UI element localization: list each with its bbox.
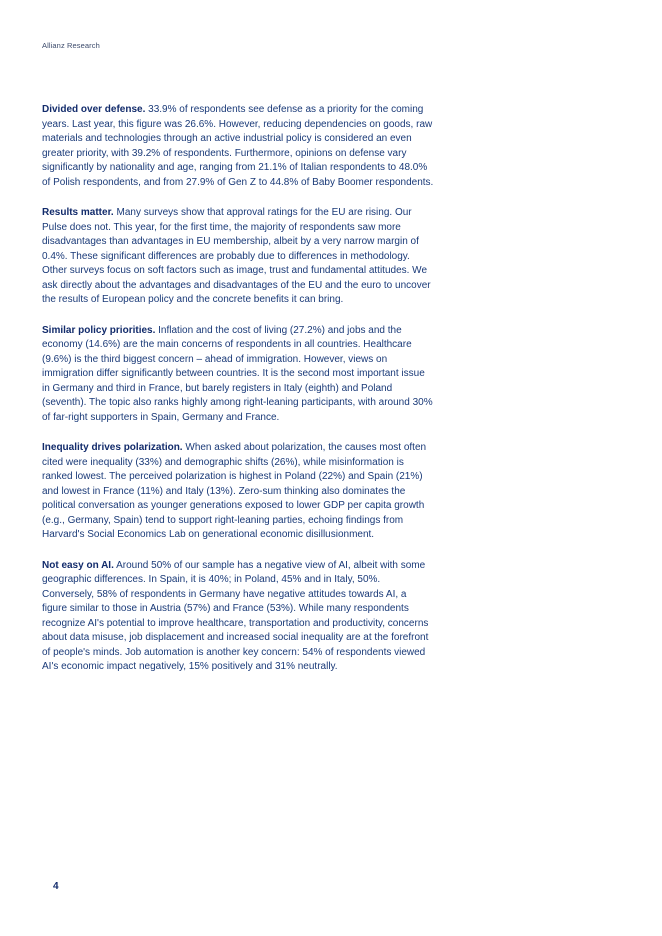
paragraph-results (42, 206, 434, 308)
paragraph-lead: Not easy on AI. (42, 559, 114, 571)
paragraph-lead: Similar policy priorities. (42, 324, 156, 336)
paragraph-text: When asked about polarization, the causes most often cited were inequality (33%) and demographic shifts (26%), while misinformation is ranked lowest. The perceived polarization is highest in Poland (22%) and Spain (21%) and lowest in France (11%) and Italy (13%). Zero-sum thinking also dominates the political conversation as younger generations exposed to lower GDP per capita growth (e.g., Germany, Spain) tend to support right-leaning parties, echoing findings from Harvard's Social Economics Lab on generational economic disillusionment. (42, 442, 427, 540)
paragraph-policy (42, 324, 434, 426)
paragraph-defense (42, 103, 434, 190)
paragraph-ai (42, 559, 434, 675)
paragraph-inequality (42, 441, 434, 543)
paragraph-text: 33.9% of respondents see defense as a priority for the coming years. Last year, this figure was 26.6%. However, reducing dependencies on goods, raw materials and technologies through an active industrial policy is considered an even greater priority, with 39.2% of respondents. Furthermore, opinions on defense vary significantly by nationality and age, ranging from 21.1% of Italian respondents to 48.0% of Polish respondents, and from 27.9% of Gen Z to 44.8% of Baby Boomer respondents. (42, 104, 434, 188)
paragraph-text: Around 50% of our sample has a negative view of AI, albeit with some geographic differences. In Spain, it is 40%; in Poland, 45% and in Italy, 50%. Conversely, 58% of respondents in Germany have negative attitudes towards AI, a figure similar to those in Austria (57%) and France (53%). While many respondents recognize AI's potential to improve healthcare, transportation and productivity, concerns about data misuse, job displacement and increased social inequality are at the forefront of people's minds. Job automation is another key concern: 54% of respondents viewed AI's economic impact negatively, 15% positively and 31% neutrally. (42, 559, 429, 672)
page-number: 4 (53, 881, 59, 892)
article-body (42, 103, 434, 691)
paragraph-lead: Inequality drives polarization. (42, 442, 183, 453)
paragraph-lead: Divided over defense. (42, 104, 146, 115)
paragraph-lead: Results matter. (42, 207, 114, 218)
paragraph-text: Inflation and the cost of living (27.2%) and jobs and the economy (14.6%) are the main concerns of respondents in all countries. Healthcare (9.6%) is the third biggest concern – ahead of immigration. However, views on immigration differ significantly between countries. It is the second most important issue in Germany and third in France, but barely registers in Italy (eighth) and Poland (seventh). The topic also ranks highly among right-leaning participants, with around 30% of far-right supporters in Spain, Germany and France. (42, 324, 433, 423)
header-org-name: Allianz Research (42, 41, 100, 50)
paragraph-text: Many surveys show that approval ratings for the EU are rising. Our Pulse does not. This year, for the first time, the majority of respondents saw more disadvantages than advantages in EU membership, albeit by a very narrow margin of 0.4%. These significant differences are probably due to differences in methodology. Other surveys focus on soft factors such as image, trust and fundamental attitudes. We ask directly about the advantages and disadvantages of the EU and the euro to uncover the results of European policy and the concrete benefits it can bring. (42, 207, 431, 305)
